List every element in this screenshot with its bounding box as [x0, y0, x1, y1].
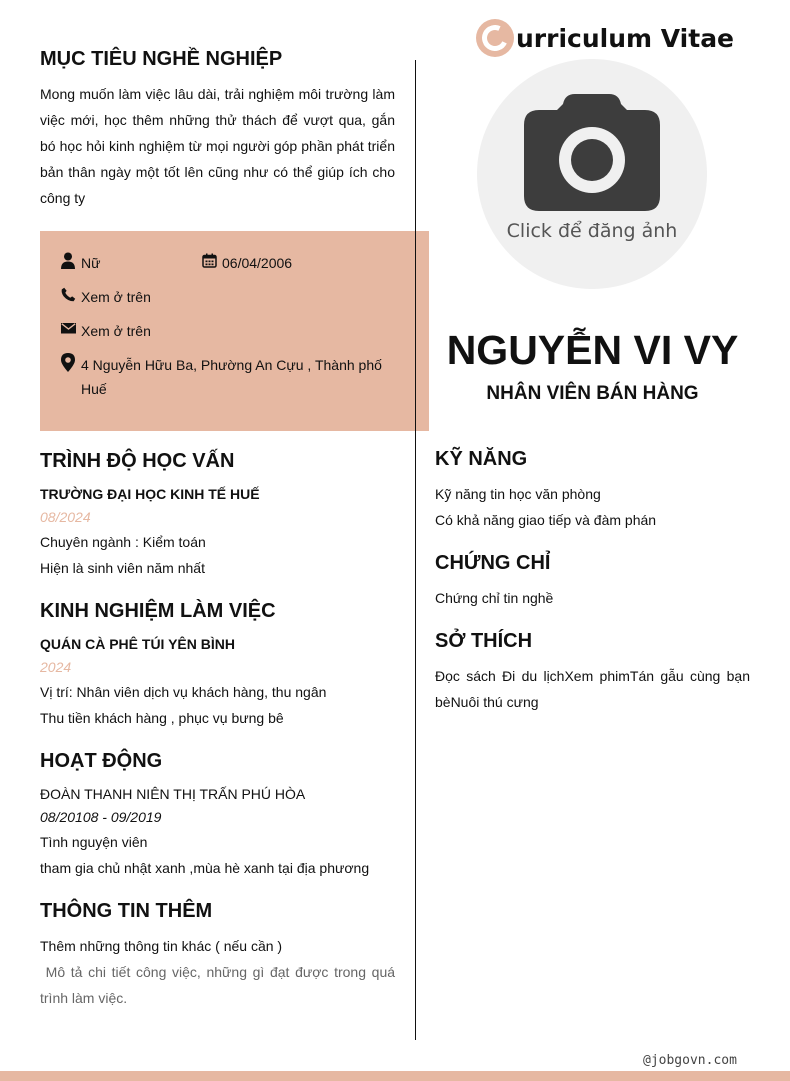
logo-c-icon — [476, 19, 514, 57]
photo-upload[interactable] — [477, 59, 707, 289]
objective-text: Mong muốn làm việc lâu dài, trải nghiệm môi trường làm việc mới, học thêm những thử thách để vượt qua, gắn bó học hỏi kinh nghiệm từ mọi người góp phần phát triển bản thân ngày một tốt lên cũng như có thể giúp ích cho công ty — [40, 86, 395, 206]
experience-company: QUÁN CÀ PHÊ TÚI YÊN BÌNH — [40, 636, 235, 652]
hobbies-title: SỞ THÍCH — [435, 630, 533, 652]
skills-title: KỸ NĂNG — [435, 448, 528, 470]
phone-item — [60, 285, 151, 309]
extra-title: THÔNG TIN THÊM — [40, 900, 213, 922]
skill-item: Kỹ năng tin học văn phòng — [435, 486, 601, 502]
birthday-item — [201, 251, 292, 275]
email-value: Xem ở trên — [81, 323, 151, 339]
gender-item — [60, 251, 100, 275]
skill-item: Có khả năng giao tiếp và đàm phán — [435, 512, 657, 528]
calendar-icon — [201, 251, 217, 269]
bottom-strip — [0, 1071, 790, 1081]
watermark: @jobgovn.com — [643, 1053, 737, 1068]
activities-role: Tình nguyện viên — [40, 834, 148, 850]
certificates-title: CHỨNG CHỈ — [435, 552, 551, 574]
photo-label: Click để đăng ảnh — [506, 220, 678, 242]
candidate-name: NGUYỄN VI VY — [446, 327, 739, 373]
phone-icon — [60, 285, 76, 303]
education-major: Chuyên ngành : Kiểm toán — [40, 534, 206, 550]
activities-org: ĐOÀN THANH NIÊN THỊ TRẤN PHÚ HÒA — [40, 786, 306, 802]
address-item — [60, 353, 382, 401]
column-divider — [415, 60, 416, 1040]
activities-date: 08/20108 - 09/2019 — [40, 809, 162, 825]
phone-value: Xem ở trên — [81, 289, 151, 305]
contact-box — [40, 231, 429, 431]
activities-desc: tham gia chủ nhật xanh ,mùa hè xanh tại địa phương — [40, 860, 370, 876]
birthday-value: 06/04/2006 — [222, 255, 293, 271]
candidate-role: NHÂN VIÊN BÁN HÀNG — [486, 383, 699, 404]
experience-title: KINH NGHIỆM LÀM VIỆC — [40, 600, 276, 622]
objective-title: MỤC TIÊU NGHỀ NGHIỆP — [40, 48, 283, 70]
cv-logo — [476, 18, 734, 58]
address-value — [81, 353, 382, 401]
address-line-2: Huế — [81, 381, 107, 397]
location-pin-icon — [60, 353, 76, 371]
person-icon — [60, 251, 76, 269]
camera-icon — [523, 92, 661, 212]
experience-duty: Thu tiền khách hàng , phục vụ bưng bê — [40, 710, 284, 726]
experience-position: Vị trí: Nhân viên dịch vụ khách hàng, thu ngân — [40, 684, 327, 700]
gender-value: Nữ — [81, 255, 101, 271]
address-line-1: 4 Nguyễn Hữu Ba, Phường An Cựu , Thành phố — [81, 357, 382, 373]
experience-date: 2024 — [40, 659, 72, 675]
education-school: TRƯỜNG ĐẠI HỌC KINH TẾ HUẾ — [40, 486, 260, 502]
hobbies-text: Đọc sách Đi du lịchXem phimTán gẫu cùng bạn bèNuôi thú cưng — [435, 668, 750, 710]
education-date: 08/2024 — [40, 509, 91, 525]
envelope-icon — [60, 319, 76, 337]
education-title: TRÌNH ĐỘ HỌC VẤN — [40, 450, 235, 472]
education-status: Hiện là sinh viên năm nhất — [40, 560, 205, 576]
extra-line-1: Thêm những thông tin khác ( nếu cần ) — [40, 938, 283, 954]
logo-text: urriculum Vitae — [516, 23, 735, 53]
activities-title: HOẠT ĐỘNG — [40, 750, 163, 772]
extra-line-2: Mô tả chi tiết công việc, những gì đạt được trong quá trình làm việc. — [40, 964, 399, 1006]
certificate-item: Chứng chỉ tin nghề — [435, 590, 554, 606]
email-item — [60, 319, 151, 343]
